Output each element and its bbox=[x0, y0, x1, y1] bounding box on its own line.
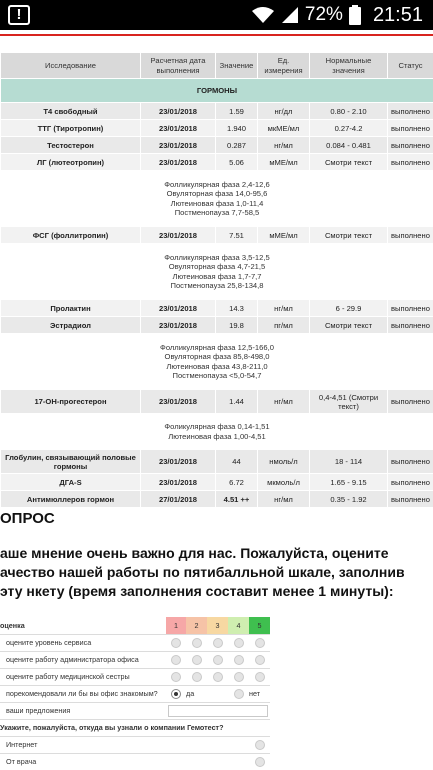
test-status: выполнено bbox=[388, 120, 433, 137]
note-line: Овуляторная фаза 14,0-95,6 bbox=[166, 189, 268, 199]
test-date: 27/01/2018 bbox=[141, 491, 216, 508]
test-name: 17-ОН-прогестерон bbox=[1, 390, 141, 414]
reference-note-row bbox=[1, 244, 433, 300]
test-value: 1.59 bbox=[216, 103, 258, 120]
score-1-header: 1 bbox=[166, 617, 186, 634]
test-norm: 18 - 114 bbox=[310, 450, 388, 474]
test-status: выполнено bbox=[388, 450, 433, 474]
test-name: Антимюллеров гормон bbox=[1, 491, 141, 508]
recommend-row bbox=[0, 685, 270, 702]
test-status: выполнено bbox=[388, 103, 433, 120]
test-value: 1.940 bbox=[216, 120, 258, 137]
test-date: 23/01/2018 bbox=[141, 450, 216, 474]
table-row bbox=[1, 491, 433, 508]
table-row bbox=[1, 120, 433, 137]
col-header-status: Статус bbox=[388, 53, 433, 79]
test-unit: нг/дл bbox=[258, 103, 310, 120]
test-norm: 0,4-4,51 (Смотри текст) bbox=[310, 390, 388, 414]
test-norm: Смотри текст bbox=[310, 317, 388, 334]
note-line: Фолликулярная фаза 12,5-166,0 bbox=[160, 342, 274, 352]
rating-radio[interactable] bbox=[213, 672, 223, 682]
rating-row-admin bbox=[0, 651, 270, 668]
table-row bbox=[1, 227, 433, 244]
test-value: 1.44 bbox=[216, 390, 258, 414]
test-norm: 0.80 - 2.10 bbox=[310, 103, 388, 120]
test-date: 23/01/2018 bbox=[141, 317, 216, 334]
score-3-header: 3 bbox=[207, 617, 228, 634]
rating-radio[interactable] bbox=[192, 672, 202, 682]
reference-note bbox=[1, 171, 433, 227]
source-radio[interactable] bbox=[255, 757, 265, 767]
table-row bbox=[1, 137, 433, 154]
rating-radio[interactable] bbox=[192, 655, 202, 665]
rating-radio[interactable] bbox=[234, 655, 244, 665]
col-header-date: Расчетная дата выполнения bbox=[141, 53, 216, 79]
test-name: Пролактин bbox=[1, 300, 141, 317]
test-unit: пг/мл bbox=[258, 317, 310, 334]
reference-note-row bbox=[1, 171, 433, 227]
rating-header-row bbox=[0, 617, 270, 634]
suggestions-input[interactable] bbox=[168, 705, 268, 717]
survey-title: ОПРОС bbox=[0, 510, 55, 527]
table-row bbox=[1, 103, 433, 120]
table-row bbox=[1, 317, 433, 334]
test-unit: мМЕ/мл bbox=[258, 227, 310, 244]
rating-radio[interactable] bbox=[171, 655, 181, 665]
score-2-header: 2 bbox=[186, 617, 207, 634]
source-label: Интернет bbox=[0, 736, 249, 753]
note-line: Лютеиновая фаза 1,00-4,51 bbox=[168, 431, 266, 441]
test-unit: нмоль/л bbox=[258, 450, 310, 474]
test-norm: Смотри текст bbox=[310, 227, 388, 244]
note-line: Постменопауза <5,0-54,7 bbox=[172, 370, 262, 380]
test-name: ДГА-S bbox=[1, 474, 141, 491]
col-header-test: Исследование bbox=[1, 53, 141, 79]
question-label: оцените уровень сервиса bbox=[0, 634, 166, 651]
rating-radio[interactable] bbox=[234, 672, 244, 682]
recommend-no-radio[interactable] bbox=[234, 689, 244, 699]
test-date: 23/01/2018 bbox=[141, 227, 216, 244]
test-unit: мМЕ/мл bbox=[258, 154, 310, 171]
source-row bbox=[0, 736, 270, 753]
test-value: 14.3 bbox=[216, 300, 258, 317]
note-line: Постменопауза 7,7-58,5 bbox=[174, 207, 260, 217]
test-status: выполнено bbox=[388, 300, 433, 317]
rating-radio[interactable] bbox=[255, 672, 265, 682]
test-status: выполнено bbox=[388, 390, 433, 414]
test-status: выполнено bbox=[388, 491, 433, 508]
reference-note bbox=[1, 244, 433, 300]
cellular-signal-icon bbox=[281, 6, 299, 24]
recommend-yes-radio[interactable] bbox=[171, 689, 181, 699]
test-norm: 0.35 - 1.92 bbox=[310, 491, 388, 508]
group-row bbox=[1, 79, 433, 103]
source-question: Укажите, пожалуйста, откуда вы узнали о компании Гемотест? bbox=[0, 719, 270, 736]
test-date: 23/01/2018 bbox=[141, 154, 216, 171]
test-status: выполнено bbox=[388, 317, 433, 334]
rating-radio[interactable] bbox=[192, 638, 202, 648]
table-row bbox=[1, 154, 433, 171]
results-table bbox=[0, 52, 433, 508]
source-question-row bbox=[0, 719, 270, 736]
note-line: Постменопауза 25,8-134,8 bbox=[170, 280, 264, 290]
note-line: Фоликулярная фаза 0,14-1,51 bbox=[164, 422, 270, 432]
rating-radio[interactable] bbox=[213, 638, 223, 648]
suggestions-row bbox=[0, 702, 270, 719]
source-row bbox=[0, 753, 270, 770]
status-bar-right bbox=[251, 0, 423, 30]
test-status: выполнено bbox=[388, 474, 433, 491]
test-status: выполнено bbox=[388, 227, 433, 244]
score-5-header: 5 bbox=[249, 617, 270, 634]
test-value: 5.06 bbox=[216, 154, 258, 171]
note-line: Фолликулярная фаза 3,5-12,5 bbox=[164, 252, 270, 262]
test-date: 23/01/2018 bbox=[141, 137, 216, 154]
test-value: 0.287 bbox=[216, 137, 258, 154]
note-line: Лютеиновая фаза 1,7-7,7 bbox=[172, 271, 262, 281]
question-label: оцените работу медицинской сестры bbox=[0, 668, 166, 685]
no-label: нет bbox=[249, 685, 270, 702]
test-name: ТТГ (Тиротропин) bbox=[1, 120, 141, 137]
recommend-label: порекомендовали ли бы вы офис знакомым? bbox=[0, 685, 166, 702]
clock: 21:51 bbox=[372, 3, 423, 26]
test-name: Эстрадиол bbox=[1, 317, 141, 334]
rating-radio[interactable] bbox=[234, 638, 244, 648]
status-bar bbox=[0, 0, 433, 30]
test-date: 23/01/2018 bbox=[141, 474, 216, 491]
suggestions-label: ваши предложения bbox=[0, 702, 166, 719]
rating-radio[interactable] bbox=[255, 638, 265, 648]
note-line: Фолликулярная фаза 2,4-12,6 bbox=[164, 179, 270, 189]
test-unit: мкмоль/л bbox=[258, 474, 310, 491]
wifi-icon bbox=[251, 6, 275, 24]
test-unit: нг/мл bbox=[258, 137, 310, 154]
table-row bbox=[1, 390, 433, 414]
test-date: 23/01/2018 bbox=[141, 120, 216, 137]
col-header-norm: Нормальные значения bbox=[310, 53, 388, 79]
header-divider bbox=[0, 34, 433, 36]
notification-icon: ! bbox=[8, 5, 30, 25]
col-header-value: Значение bbox=[216, 53, 258, 79]
test-norm: 0.27-4.2 bbox=[310, 120, 388, 137]
rating-radio[interactable] bbox=[255, 655, 265, 665]
test-name: Тестостерон bbox=[1, 137, 141, 154]
rating-radio[interactable] bbox=[171, 638, 181, 648]
source-label: От врача bbox=[0, 753, 249, 770]
test-norm: 6 - 29.9 bbox=[310, 300, 388, 317]
test-date: 23/01/2018 bbox=[141, 103, 216, 120]
test-unit: мкМЕ/мл bbox=[258, 120, 310, 137]
test-name: ЛГ (лютеотропин) bbox=[1, 154, 141, 171]
table-row bbox=[1, 474, 433, 491]
group-label: ГОРМОНЫ bbox=[1, 79, 433, 103]
reference-note bbox=[1, 414, 433, 450]
test-value: 44 bbox=[216, 450, 258, 474]
note-line: Лютеиновая фаза 1,0-11,4 bbox=[170, 198, 264, 208]
rating-header-label: оценка bbox=[0, 617, 166, 634]
reference-note bbox=[1, 334, 433, 390]
test-status: выполнено bbox=[388, 137, 433, 154]
test-value: 6.72 bbox=[216, 474, 258, 491]
note-line: Овуляторная фаза 4,7-21,5 bbox=[168, 262, 266, 272]
test-name: ФСГ (фоллитропин) bbox=[1, 227, 141, 244]
table-header-row bbox=[1, 53, 433, 79]
source-radio[interactable] bbox=[255, 740, 265, 750]
test-unit: нг/мл bbox=[258, 300, 310, 317]
test-norm: 0.084 - 0.481 bbox=[310, 137, 388, 154]
reference-note-row bbox=[1, 334, 433, 390]
survey-intro: аше мнение очень важно для нас. Пожалуйста, оцените ачество нашей работы по пятибалльной шкале, заполнив эту нкету (время заполнения составит менее 1 минуты): bbox=[0, 545, 405, 599]
table-row bbox=[1, 450, 433, 474]
table-row bbox=[1, 300, 433, 317]
test-unit: нг/мл bbox=[258, 390, 310, 414]
test-name: Глобулин, связывающий половые гормоны bbox=[1, 450, 141, 474]
test-date: 23/01/2018 bbox=[141, 300, 216, 317]
rating-radio[interactable] bbox=[171, 672, 181, 682]
test-name: Т4 свободный bbox=[1, 103, 141, 120]
note-line: Лютеиновая фаза 43,8-211,0 bbox=[166, 361, 268, 371]
note-line: Овуляторная фаза 85,8-498,0 bbox=[164, 352, 270, 362]
test-norm: Смотри текст bbox=[310, 154, 388, 171]
battery-percent: 72% bbox=[304, 4, 343, 25]
test-value: 4.51 ++ bbox=[216, 491, 258, 508]
battery-icon bbox=[349, 5, 361, 25]
col-header-unit: Ед. измерения bbox=[258, 53, 310, 79]
test-status: выполнено bbox=[388, 154, 433, 171]
reference-note-row bbox=[1, 414, 433, 450]
test-unit: нг/мл bbox=[258, 491, 310, 508]
test-date: 23/01/2018 bbox=[141, 390, 216, 414]
yes-label: да bbox=[186, 685, 207, 702]
test-norm: 1.65 - 9.15 bbox=[310, 474, 388, 491]
survey-form bbox=[0, 617, 270, 770]
score-4-header: 4 bbox=[228, 617, 249, 634]
rating-radio[interactable] bbox=[213, 655, 223, 665]
rating-row-nurse bbox=[0, 668, 270, 685]
question-label: оцените работу администратора офиса bbox=[0, 651, 166, 668]
rating-row-service bbox=[0, 634, 270, 651]
test-value: 19.8 bbox=[216, 317, 258, 334]
test-value: 7.51 bbox=[216, 227, 258, 244]
